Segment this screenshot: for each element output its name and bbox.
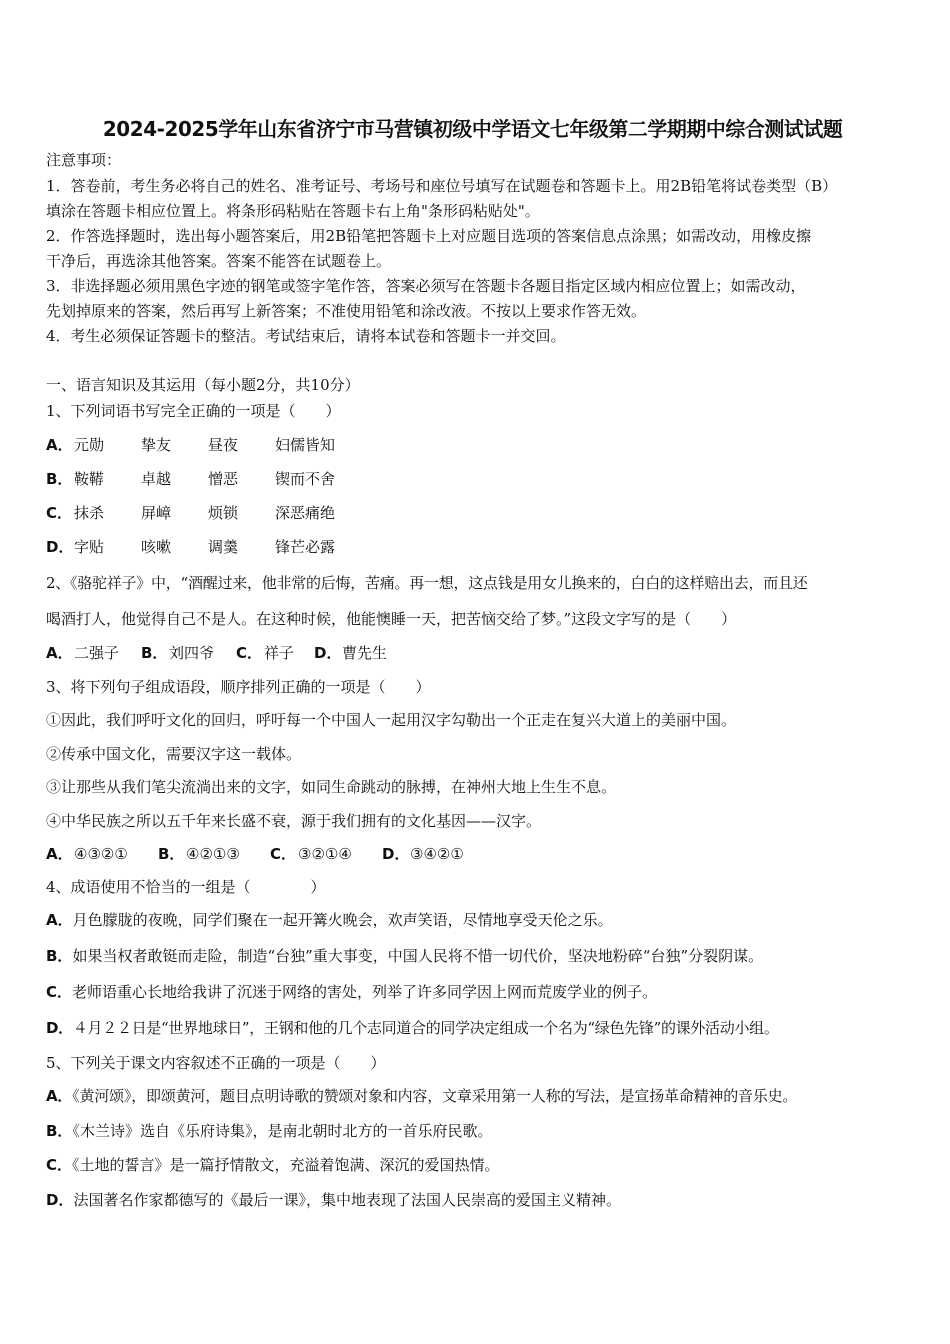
option-text: 老师语重心长地给我讲了沉迷于网络的害处，列举了许多同学因上网而荒废学业的例子。 bbox=[72, 983, 658, 1001]
option-word: 昼夜 bbox=[208, 436, 239, 454]
q4-option-a bbox=[46, 910, 613, 930]
option-text: ③②①④ bbox=[298, 845, 352, 863]
q3-sentence: ①因此，我们呼吁文化的回归，呼吁每一个中国人一起用汉字勾勒出一个正走在复兴大道上的美丽中国。 bbox=[46, 711, 737, 729]
q5-option-b bbox=[46, 1121, 492, 1141]
option-letter: C． bbox=[270, 845, 297, 863]
q4-option-c bbox=[46, 982, 657, 1002]
option-letter: A． bbox=[46, 911, 73, 929]
option-word: 元勋 bbox=[74, 436, 105, 454]
option-word: 调羹 bbox=[208, 538, 239, 556]
option-word: 抹杀 bbox=[74, 504, 105, 522]
notice-line: 4．考生必须保证答题卡的整洁。考试结束后，请将本试卷和答题卡一并交回。 bbox=[46, 327, 566, 345]
option-letter: C． bbox=[46, 983, 73, 1001]
q4-stem: 4、成语使用不恰当的一组是（ ） bbox=[46, 878, 326, 896]
notice-line: 干净后，再选涂其他答案。答案不能答在试题卷上。 bbox=[46, 252, 392, 270]
notice-line: 2．作答选择题时，选出每小题答案后，用2B铅笔把答题卡上对应题目选项的答案信息点涂黑；如需改动，用橡皮擦 bbox=[46, 227, 812, 245]
option-text: 如果当权者敢铤而走险，制造“台独”重大事变，中国人民将不惜一切代价，坚决地粉碎“台独”分裂阴谋。 bbox=[72, 947, 764, 965]
exam-title: 2024-2025学年山东省济宁市马营镇初级中学语文七年级第二学期期中综合测试试题 bbox=[102, 117, 843, 141]
option-letter: D． bbox=[382, 845, 410, 863]
q3-sentence: ②传承中国文化，需要汉字这一载体。 bbox=[46, 745, 302, 763]
option-word: 咳嗽 bbox=[141, 538, 172, 556]
notice-heading: 注意事项： bbox=[46, 151, 122, 169]
option-text: ④③②① bbox=[74, 845, 128, 863]
option-text: 《黄河颂》，即颂黄河，题目点明诗歌的赞颂对象和内容，文章采用第一人称的写法，是宣扬革命精神的音乐史。 bbox=[72, 1087, 798, 1105]
q5-option-c bbox=[46, 1155, 500, 1175]
option-letter: A． bbox=[46, 1087, 73, 1105]
option-text: 《木兰诗》选自《乐府诗集》，是南北朝时北方的一首乐府民歌。 bbox=[72, 1122, 493, 1140]
option-letter: C． bbox=[46, 1156, 73, 1174]
option-text: ４月２２日是“世界地球日”，王钢和他的几个志同道合的同学决定组成一个名为“绿色先锋”的课外活动小组。 bbox=[72, 1019, 779, 1037]
option-word: 憎恶 bbox=[208, 470, 239, 488]
option-text: 《土地的誓言》是一篇抒情散文，充溢着饱满、深沉的爱国热情。 bbox=[72, 1156, 500, 1174]
option-word: 烦锁 bbox=[208, 504, 239, 522]
q2-stem-line1: 2、《骆驼祥子》中，“酒醒过来，他非常的后悔，苦痛。再一想，这点钱是用女儿换来的，白白的这样赔出去，而且还 bbox=[46, 574, 808, 592]
option-text: 月色朦胧的夜晚，同学们聚在一起开篝火晚会，欢声笑语，尽情地享受天伦之乐。 bbox=[72, 911, 613, 929]
option-word: 字贴 bbox=[74, 538, 105, 556]
option-letter: B． bbox=[46, 1122, 73, 1140]
q1-stem: 1、下列词语书写完全正确的一项是（ ） bbox=[46, 402, 341, 420]
option-word: 挚友 bbox=[141, 436, 172, 454]
option-text: 法国著名作家都德写的《最后一课》，集中地表现了法国人民崇高的爱国主义精神。 bbox=[73, 1191, 621, 1209]
q3-sentence: ③让那些从我们笔尖流淌出来的文字，如同生命跳动的脉搏，在神州大地上生生不息。 bbox=[46, 778, 617, 796]
option-letter: D． bbox=[46, 538, 74, 556]
option-word: 卓越 bbox=[141, 470, 172, 488]
q4-option-d bbox=[46, 1018, 779, 1038]
option-letter: A． bbox=[46, 845, 73, 863]
section-heading: 一、语言知识及其运用（每小题2分，共10分） bbox=[46, 376, 360, 394]
notice-line: 3．非选择题必须用黑色字迹的钢笔或签字笔作答，答案必须写在答题卡各题目指定区域内相应位置上；如需改动， bbox=[46, 277, 806, 295]
q5-stem: 5、下列关于课文内容叙述不正确的一项是（ ） bbox=[46, 1054, 386, 1072]
option-text: 二强子 bbox=[74, 644, 120, 662]
q3-stem: 3、将下列句子组成语段，顺序排列正确的一项是（ ） bbox=[46, 678, 431, 696]
q2-stem-line2: 喝酒打人，他觉得自己不是人。在这种时候，他能懊睡一天，把苦恼交给了梦。”这段文字写的是（ ） bbox=[46, 610, 737, 628]
option-text: 刘四爷 bbox=[169, 644, 215, 662]
option-letter: B． bbox=[158, 845, 185, 863]
option-letter: B． bbox=[141, 644, 168, 662]
option-letter: D． bbox=[46, 1191, 74, 1209]
option-letter: D． bbox=[46, 1019, 73, 1037]
q3-sentence: ④中华民族之所以五千年来长盛不衰，源于我们拥有的文化基因——汉字。 bbox=[46, 812, 542, 830]
option-letter: C． bbox=[236, 644, 263, 662]
option-letter: B． bbox=[46, 470, 73, 488]
option-word: 锋芒必露 bbox=[275, 538, 336, 556]
option-text: 曹先生 bbox=[342, 644, 388, 662]
option-word: 屏嶂 bbox=[141, 504, 172, 522]
option-letter: A． bbox=[46, 436, 73, 454]
notice-line: 1．答卷前，考生务必将自己的姓名、准考证号、考场号和座位号填写在试题卷和答题卡上。用2B铅笔将试卷类型（B） bbox=[46, 177, 838, 195]
q5-option-d bbox=[46, 1190, 621, 1210]
notice-line: 先划掉原来的答案，然后再写上新答案；不准使用铅笔和涂改液。不按以上要求作答无效。 bbox=[46, 302, 647, 320]
option-letter: C． bbox=[46, 504, 73, 522]
q4-option-b bbox=[46, 946, 763, 966]
notice-line: 填涂在答题卡相应位置上。将条形码粘贴在答题卡右上角"条形码粘贴处"。 bbox=[46, 202, 540, 220]
option-text: ④②①③ bbox=[186, 845, 240, 863]
option-text: ③④②① bbox=[410, 845, 464, 863]
option-letter: A． bbox=[46, 644, 73, 662]
option-word: 锲而不舍 bbox=[275, 470, 336, 488]
option-word: 妇儒皆知 bbox=[275, 436, 336, 454]
option-letter: B． bbox=[46, 947, 73, 965]
option-word: 深恶痛绝 bbox=[275, 504, 336, 522]
option-text: 祥子 bbox=[264, 644, 295, 662]
q5-option-a bbox=[46, 1086, 797, 1106]
option-word: 鞍鞯 bbox=[74, 470, 105, 488]
option-letter: D． bbox=[314, 644, 342, 662]
